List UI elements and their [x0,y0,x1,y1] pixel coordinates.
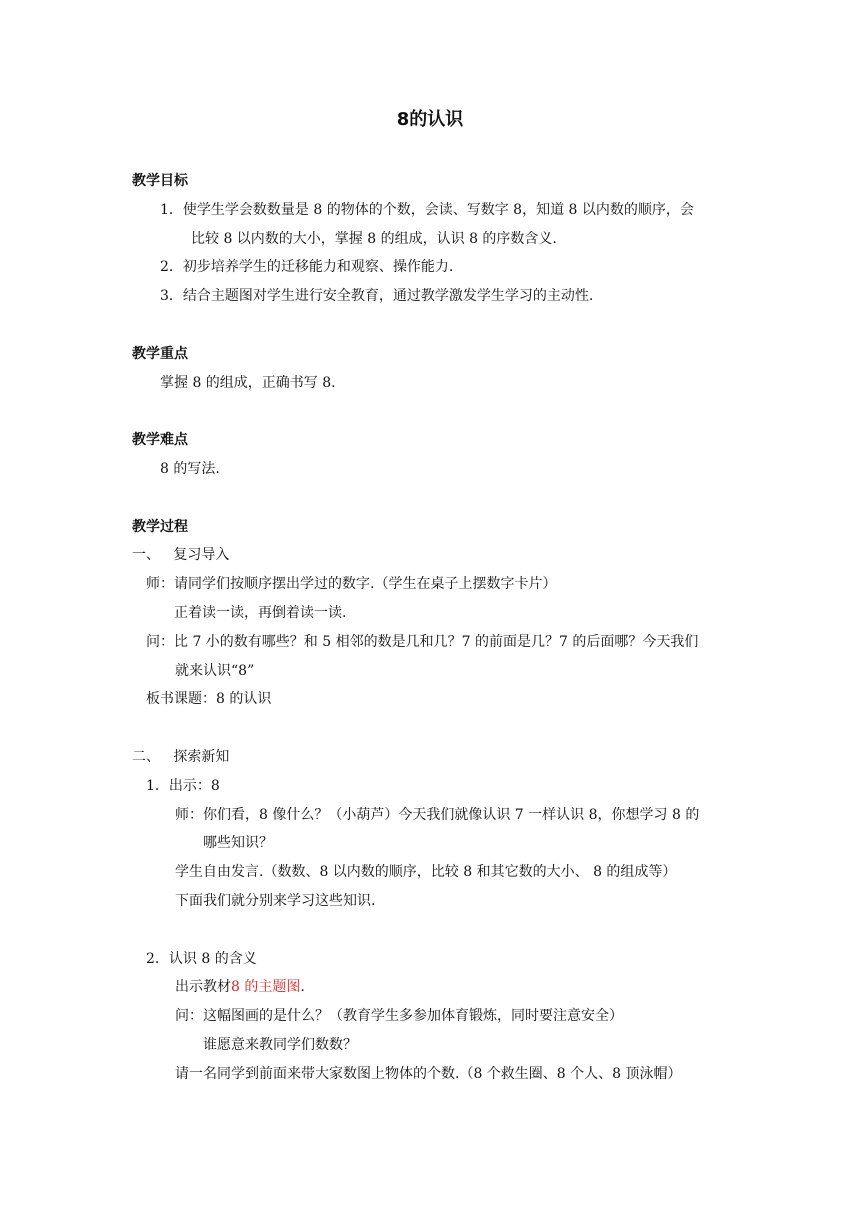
goal-1-line-2: 比较 8 以内数的大小，掌握 8 的组成，认识 8 的序数含义. [191,231,557,247]
section-1-line-3: 问：比 7 小的数有哪些？和 5 相邻的数是几和几？7 的前面是几？7 的后面哪？今天我们 [146,634,699,650]
section-2-point-1-line-1: 师：你们看，8 像什么？（小葫芦）今天我们就像认识 7 一样认识 8，你想学习 8 的 [175,807,700,823]
section-1-title: 一、 复习导入 [132,547,230,563]
show-textbook-text: 出示教材 [175,979,231,995]
section-1-line-5: 板书课题：8 的认识 [146,691,272,707]
section-2-point-2-line-1 [175,978,305,996]
goal-3: 3．结合主题图对学生进行安全教育，通过教学激发学生学习的主动性. [160,288,594,304]
section-1-line-1: 师：请同学们按顺序摆出学过的数字.（学生在桌子上摆数字卡片） [146,576,557,592]
period-text: . [300,979,305,995]
section-2-point-2-line-2: 问：这幅图画的是什么？（教育学生多参加体育锻炼，同时要注意安全） [175,1008,623,1024]
section-1-line-4: 就来认识“8” [175,663,255,679]
process-heading: 教学过程 [132,519,188,535]
section-2-point-2: 2．认识 8 的含义 [146,951,257,967]
difficulty-heading: 教学难点 [132,432,188,448]
theme-picture-link-text: 8 的主题图 [231,979,301,995]
section-2-point-1-line-2: 哪些知识？ [203,835,273,851]
section-2-point-1: 1．出示：8 [146,778,220,794]
goals-heading: 教学目标 [132,173,188,189]
section-2-point-2-line-3: 谁愿意来教同学们数数？ [203,1037,357,1053]
section-2-point-1-line-3: 学生自由发言.（数数、8 以内数的顺序，比较 8 和其它数的大小、 8 的组成等） [175,864,677,880]
difficulty-text: 8 的写法. [160,461,220,477]
keypoint-text: 掌握 8 的组成，正确书写 8. [160,375,336,391]
section-2-point-1-line-4: 下面我们就分别来学习这些知识. [175,893,376,909]
goal-1-line-1: 1．使学生学会数数量是 8 的物体的个数，会读、写数字 8，知道 8 以内数的顺序，会 [160,202,694,218]
section-2-point-2-line-4: 请一名同学到前面来带大家数图上物体的个数.（8 个救生圈、8 个人、8 顶泳帽） [175,1066,682,1082]
section-2-title: 二、 探索新知 [132,749,230,765]
section-1-line-2: 正着读一读，再倒着读一读. [174,605,347,621]
goal-2: 2．初步培养学生的迁移能力和观察、操作能力. [160,259,454,275]
page-title: 8的认识 [396,109,464,130]
keypoint-heading: 教学重点 [132,346,188,362]
